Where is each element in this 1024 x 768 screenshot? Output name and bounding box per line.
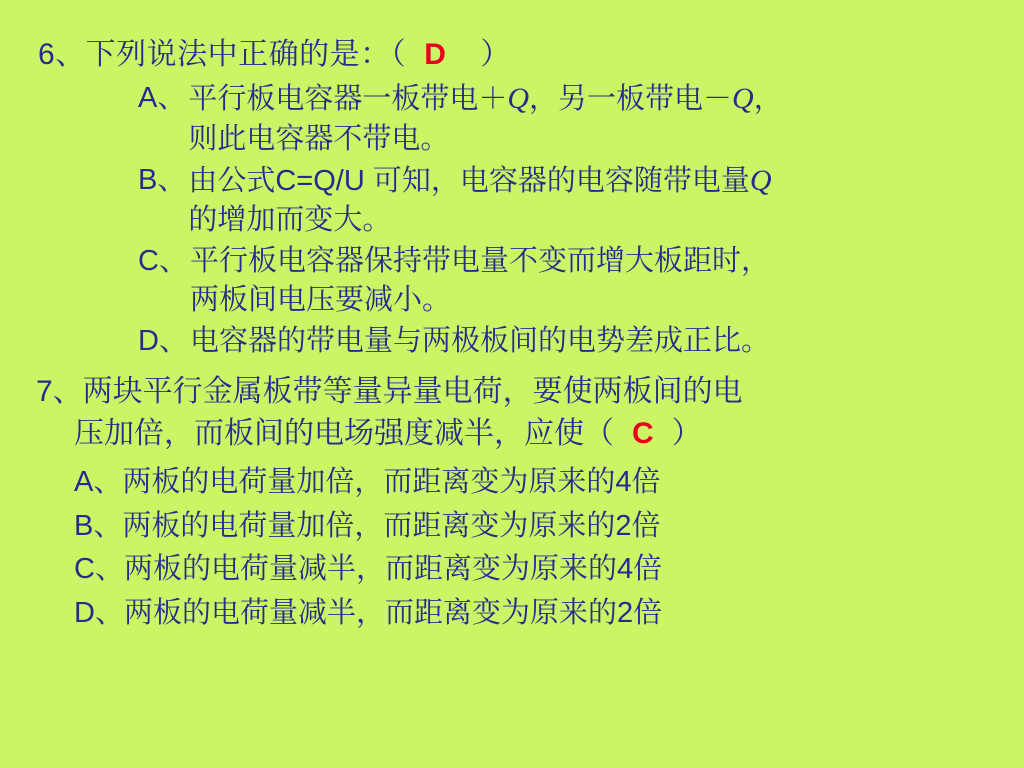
option-b-line1-part1: 由公式C=Q/U 可知，电容器的电容随带电量	[188, 164, 750, 197]
option-a-line1-part3: ，	[753, 83, 783, 116]
question-7-line2-prefix: 压加倍，而板间的电场强度减半，应使（	[74, 417, 614, 451]
option-c-label: C、	[138, 244, 188, 277]
question-6-answer: D	[424, 38, 447, 71]
option-a: A、两板的电荷量加倍，而距离变为原来的4倍	[74, 466, 661, 499]
option-a	[34, 79, 1000, 159]
option-c-line2: 两板间电压要减小。	[189, 284, 451, 317]
option-a-symbol-q2: Q	[732, 82, 754, 116]
option-d-line1: 电容器的带电量与两极板间的电势差成正比。	[189, 324, 770, 357]
option-b: B、两板的电荷量加倍，而距离变为原来的2倍	[74, 509, 661, 542]
option-d	[34, 322, 1000, 361]
option-c	[34, 242, 1000, 321]
option-d-label: D、	[138, 324, 188, 357]
question-7	[34, 371, 1000, 635]
option-a-text	[188, 79, 1000, 159]
question-7-line2-suffix: ）	[671, 417, 702, 451]
question-6-stem-suffix: ）	[480, 38, 511, 71]
question-7-answer: C	[632, 417, 654, 451]
question-6	[34, 34, 1000, 361]
option-d: D、两板的电荷量减半，而距离变为原来的2倍	[74, 596, 663, 629]
option-c: C、两板的电荷量减半，而距离变为原来的4倍	[74, 553, 663, 586]
option-c-text	[190, 242, 1000, 321]
question-6-stem	[34, 34, 1000, 75]
option-d-text	[190, 322, 1000, 361]
option-a-label: A、	[138, 82, 187, 115]
option-a-line1-part1: 平行板电容器一板带电＋	[188, 83, 508, 116]
option-a-line1-part2: ，另一板带电－	[529, 83, 733, 116]
option-c-line1: 平行板电容器保持带电量不变而增大板距时，	[189, 244, 770, 277]
option-a-symbol-q1: Q	[507, 82, 530, 116]
option-b-symbol-q1: Q	[749, 163, 772, 197]
question-7-options	[34, 461, 1000, 635]
option-a-line2: 则此电容器不带电。	[188, 123, 450, 156]
question-7-line2	[34, 413, 1000, 455]
option-b-label: B、	[138, 163, 187, 196]
option-b-line2: 的增加而变大。	[188, 204, 392, 237]
question-7-line1: 7、两块平行金属板带等量异量电荷，要使两板间的电	[36, 375, 743, 409]
question-6-options	[34, 79, 1000, 361]
option-b-text	[188, 161, 1000, 241]
option-b	[34, 161, 1000, 241]
question-6-stem-prefix: 6、下列说法中正确的是：（	[38, 38, 407, 71]
